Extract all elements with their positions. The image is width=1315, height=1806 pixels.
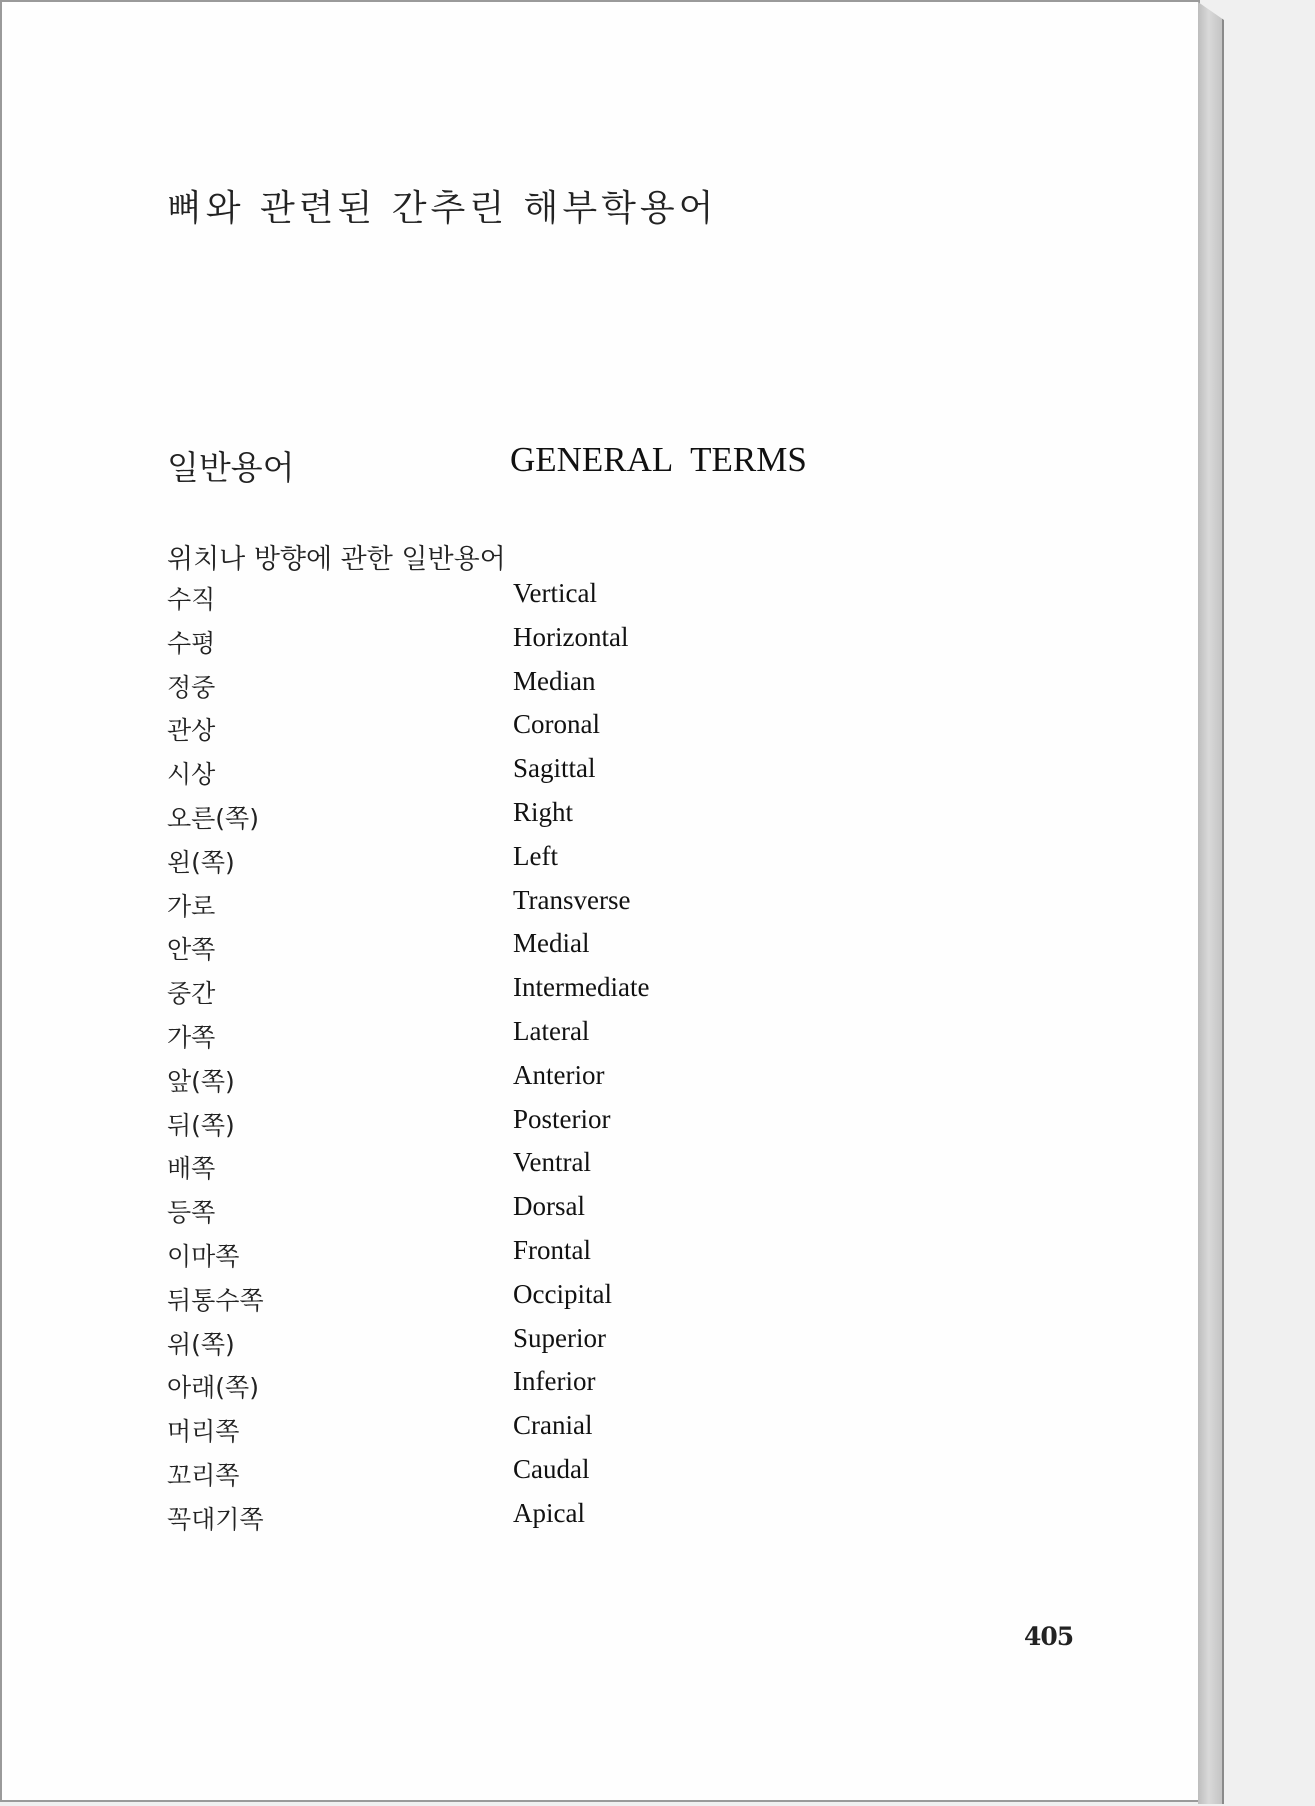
- term-row: [167, 665, 867, 712]
- page-title: 뼈와 관련된 간추린 해부학용어: [167, 188, 718, 229]
- term-english: Lateral: [513, 1015, 590, 1046]
- term-english: Intermediate: [513, 972, 650, 1003]
- term-row: [167, 580, 867, 624]
- term-english: Ventral: [513, 1147, 591, 1178]
- term-korean: 안쪽: [167, 935, 216, 965]
- term-korean: 아래(쪽): [167, 1373, 259, 1403]
- term-row: [167, 1015, 867, 1062]
- section-heading-english: GENERAL TERMS: [510, 440, 807, 479]
- term-english: Superior: [513, 1322, 606, 1353]
- term-row: [167, 1453, 867, 1500]
- term-korean: 머리쪽: [167, 1417, 240, 1447]
- term-korean: 수직: [167, 585, 216, 614]
- term-korean: 앞(쪽): [167, 1066, 235, 1096]
- term-korean: 위(쪽): [167, 1329, 235, 1359]
- term-row: [167, 1103, 867, 1150]
- term-korean: 가로: [167, 891, 216, 921]
- term-row: [167, 1497, 867, 1544]
- term-row: [167, 711, 867, 755]
- term-english: Posterior: [513, 1103, 611, 1134]
- term-row: [167, 1322, 867, 1369]
- term-row: [167, 1149, 867, 1193]
- term-row: [167, 930, 867, 974]
- term-korean: 정중: [167, 672, 216, 702]
- term-english: Medial: [513, 928, 590, 959]
- term-english: Anterior: [513, 1059, 605, 1090]
- term-english: Inferior: [513, 1366, 596, 1397]
- term-english: Horizontal: [513, 621, 629, 652]
- term-english: Right: [513, 796, 574, 827]
- subsection-heading: 위치나 방향에 관한 일반용어: [167, 544, 506, 575]
- term-english: Frontal: [513, 1234, 591, 1265]
- term-english: Dorsal: [513, 1191, 585, 1222]
- term-korean: 뒤통수쪽: [167, 1285, 264, 1315]
- term-row: [167, 840, 867, 887]
- term-row: [167, 1412, 867, 1456]
- term-row: [167, 884, 867, 931]
- page-stack-edge: [1198, 2, 1224, 1804]
- term-korean: 뒤(쪽): [167, 1110, 235, 1140]
- term-row: [167, 1193, 867, 1237]
- term-korean: 꼬리쪽: [167, 1460, 240, 1490]
- term-english: Sagittal: [513, 753, 596, 784]
- term-english: Median: [513, 665, 596, 696]
- term-english: Cranial: [513, 1410, 593, 1441]
- term-korean: 꼭대기쪽: [167, 1504, 264, 1534]
- term-korean: 등쪽: [167, 1198, 216, 1228]
- term-korean: 이마쪽: [167, 1241, 240, 1271]
- term-row: [167, 974, 867, 1018]
- term-english: Transverse: [513, 884, 631, 915]
- term-row: [167, 621, 867, 668]
- term-korean: 중간: [167, 979, 216, 1009]
- term-english: Left: [513, 840, 558, 871]
- term-korean: 오른(쪽): [167, 803, 259, 833]
- term-row: [167, 1234, 867, 1281]
- term-korean: 수평: [167, 628, 216, 658]
- term-korean: 왼(쪽): [167, 847, 235, 877]
- term-row: [167, 755, 867, 799]
- term-english: Coronal: [513, 709, 600, 740]
- term-korean: 배쪽: [167, 1154, 216, 1184]
- term-korean: 관상: [167, 716, 216, 746]
- term-row: [167, 1059, 867, 1106]
- term-english: Caudal: [513, 1453, 590, 1484]
- term-korean: 시상: [167, 760, 216, 790]
- term-row: [167, 1368, 867, 1412]
- term-english: Occipital: [513, 1278, 612, 1309]
- term-list: [167, 580, 867, 1544]
- section-heading-korean: 일반용어: [167, 448, 295, 487]
- term-row: [167, 796, 867, 843]
- term-korean: 가쪽: [167, 1022, 216, 1052]
- term-english: Vertical: [513, 578, 597, 608]
- term-row: [167, 1278, 867, 1325]
- page-number: 405: [1024, 1622, 1074, 1651]
- term-english: Apical: [513, 1497, 585, 1528]
